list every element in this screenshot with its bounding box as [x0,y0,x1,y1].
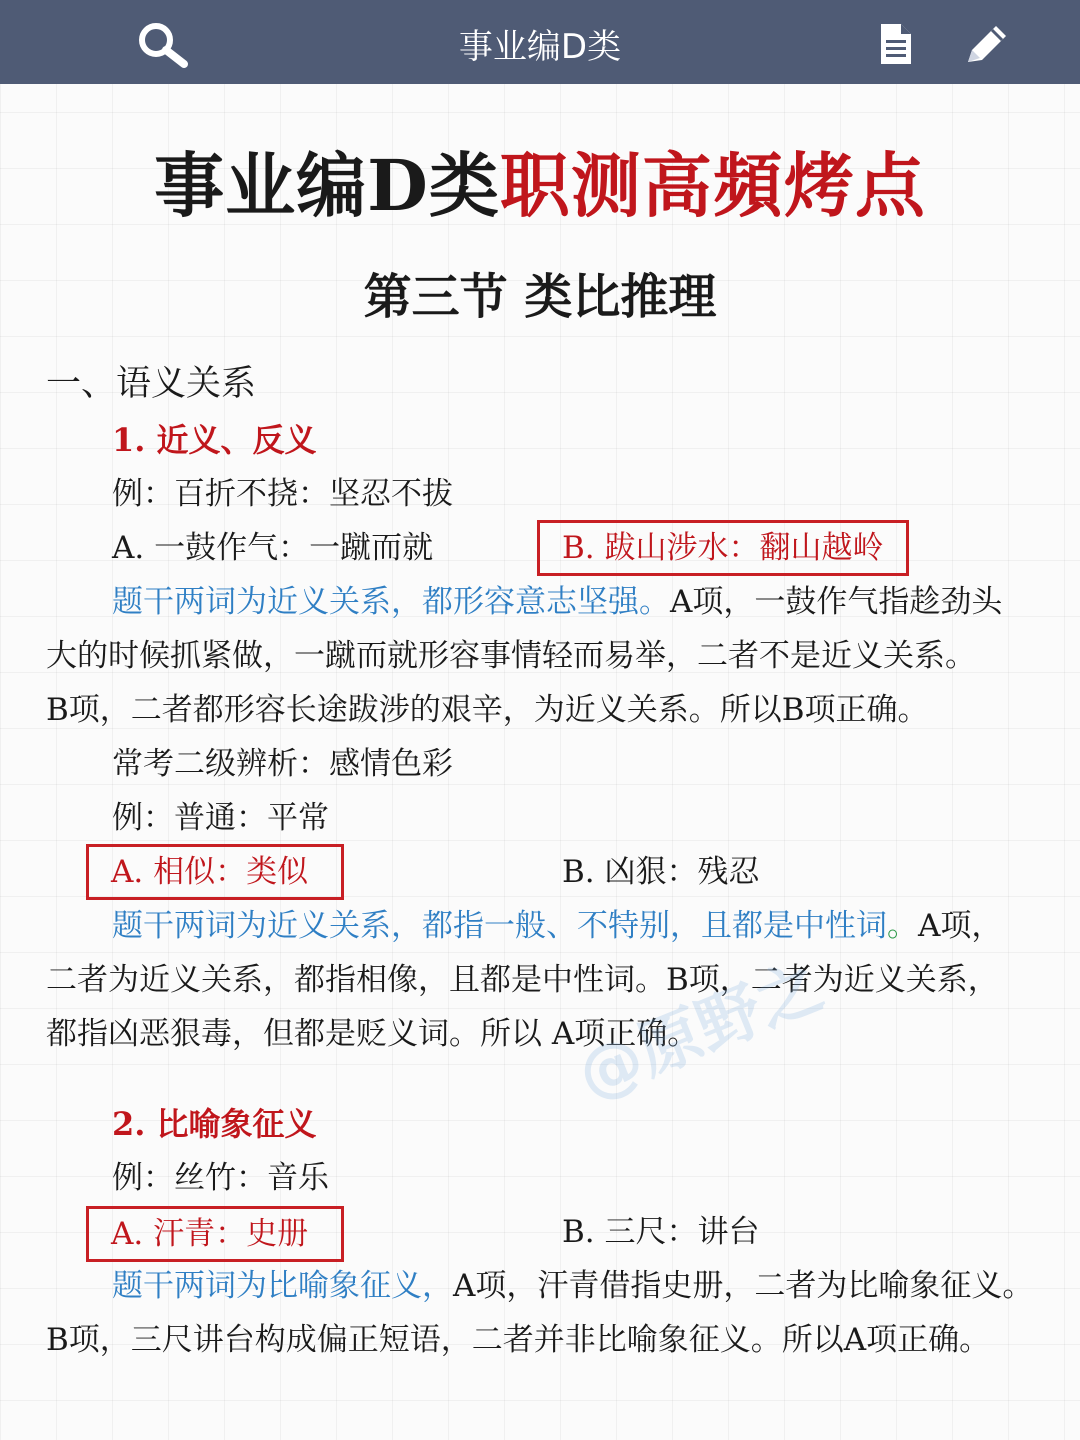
option-b-3: B. 三尺：讲台 [562,1214,760,1250]
explanation-1-line-3: B项，二者都形容长途跋涉的艰辛，为近义关系。所以B项正确。 [46,692,929,728]
title-black: 事业编D类 [154,144,500,227]
example-1: 例：百折不挠：坚忍不拔 [112,476,453,512]
document-icon[interactable] [878,22,914,66]
document-title [0,130,1080,231]
explanation-1-key: 题干两词为近义关系，都形容意志坚强。 [112,584,670,620]
secondary-analysis: 常考二级辨析：感情色彩 [112,746,453,782]
explanation-3-line-2: B项，三尺讲台构成偏正短语，二者并非比喻象征义。所以A项正确。 [46,1322,991,1358]
explanation-3-line-1 [112,1266,1033,1306]
explanation-2-period: 。 [887,908,918,944]
subheading-synonym-antonym: 1. 近义、反义 [112,421,317,459]
option-a-2-highlighted: A. 相似：类似 [86,844,344,900]
option-a-3-highlighted: A. 汗青：史册 [86,1206,344,1262]
explanation-2-key: 题干两词为近义关系，都指一般、不特别，且都是中性词 [112,908,887,944]
example-3: 例：丝竹：音乐 [112,1160,329,1196]
explanation-2-line-1 [112,906,1002,946]
option-b-2: B. 凶狠：残忍 [562,854,760,890]
section-title: 第三节 类比推理 [363,269,717,325]
heading-semantic-relation: 一、语义关系 [46,364,257,404]
option-b-1-highlighted: B. 跋山涉水：翻山越岭 [537,520,909,576]
explanation-2-rest: A项， [918,908,1003,944]
pencil-icon[interactable] [962,22,1010,68]
header-title: 事业编D类 [458,27,622,67]
example-2: 例：普通：平常 [112,800,329,836]
explanation-3-key: 题干两词为比喻象征义， [112,1268,453,1304]
option-a-1: A. 一鼓作气：一蹴而就 [112,530,434,566]
explanation-1-rest: A项，一鼓作气指趁劲头 [670,584,1003,620]
app-header [0,0,1080,84]
explanation-1-line-1 [112,582,1002,622]
explanation-2-line-3: 都指凶恶狠毒，但都是贬义词。所以 A项正确。 [46,1016,699,1052]
title-red: 职测高頻烤点 [499,144,926,227]
explanation-2-line-2: 二者为近义关系，都指相像，且都是中性词。B项，二者为近义关系， [46,962,999,998]
explanation-1-line-2: 大的时候抓紧做，一蹴而就形容事情轻而易举，二者不是近义关系。 [46,638,976,674]
subheading-metaphor: 2. 比喻象征义 [112,1105,317,1143]
watermark: @原野之 [567,949,833,1114]
explanation-3-rest: A项，汗青借指史册，二者为比喻象征义。 [453,1268,1034,1304]
